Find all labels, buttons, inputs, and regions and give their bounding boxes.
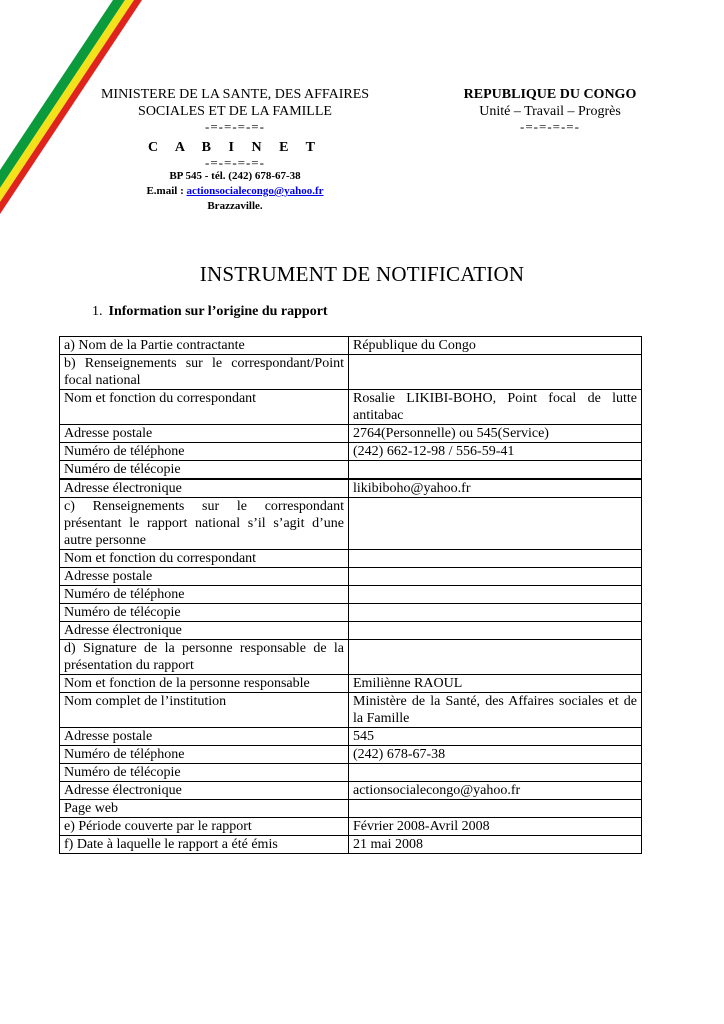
republic-name: REPUBLIQUE DU CONGO (463, 87, 637, 102)
row-label: Adresse postale (60, 728, 349, 746)
table-row (60, 390, 642, 425)
row-label: Page web (60, 800, 349, 818)
table-row (60, 622, 642, 640)
email-link[interactable]: actionsocialecongo@yahoo.fr (186, 185, 324, 197)
republic-separator: -=-=-=-=- (520, 119, 580, 134)
table-row (60, 764, 642, 782)
row-value (349, 550, 642, 568)
row-value: Ministère de la Santé, des Affaires sociales et de la Famille (349, 693, 642, 728)
table-row (60, 568, 642, 586)
email-line (80, 184, 390, 199)
table-row (60, 461, 642, 480)
table-row (60, 498, 642, 550)
table-row (60, 836, 642, 854)
row-label: Adresse postale (60, 568, 349, 586)
cabinet-separator: -=-=-=-=- (205, 155, 265, 170)
row-value (349, 568, 642, 586)
row-label: Numéro de téléphone (60, 746, 349, 764)
section-number: 1. (92, 304, 103, 319)
row-value (349, 461, 642, 480)
row-label: d) Signature de la personne responsable de la présentation du rapport (60, 640, 349, 675)
row-value (349, 355, 642, 390)
row-value: République du Congo (349, 337, 642, 355)
table-row (60, 746, 642, 764)
table-row (60, 550, 642, 568)
row-label: Nom et fonction de la personne responsable (60, 675, 349, 693)
row-value (349, 622, 642, 640)
row-label: f) Date à laquelle le rapport a été émis (60, 836, 349, 854)
row-label: Numéro de télécopie (60, 461, 349, 480)
row-label: Numéro de téléphone (60, 586, 349, 604)
row-label: Adresse électronique (60, 622, 349, 640)
row-label: Numéro de téléphone (60, 443, 349, 461)
row-label: Adresse électronique (60, 782, 349, 800)
row-value (349, 764, 642, 782)
section-label: Information sur l’origine du rapport (108, 304, 328, 319)
row-value (349, 498, 642, 550)
row-value: likibiboho@yahoo.fr (349, 479, 642, 498)
row-value (349, 800, 642, 818)
row-value: (242) 662-12-98 / 556-59-41 (349, 443, 642, 461)
row-value (349, 604, 642, 622)
city: Brazzaville. (207, 200, 263, 212)
table-row (60, 425, 642, 443)
row-value (349, 640, 642, 675)
bp-tel: BP 545 - tél. (242) 678-67-38 (169, 170, 301, 182)
row-label: b) Renseignements sur le correspondant/Point focal national (60, 355, 349, 390)
row-value (349, 586, 642, 604)
republic-motto: Unité – Travail – Progrès (479, 104, 621, 119)
row-label: Numéro de télécopie (60, 764, 349, 782)
row-label: e) Période couverte par le rapport (60, 818, 349, 836)
row-value: 2764(Personnelle) ou 545(Service) (349, 425, 642, 443)
email-label: E.mail : (146, 185, 187, 197)
ministry-line-1: MINISTERE DE LA SANTE, DES AFFAIRES (100, 87, 370, 102)
ministry-separator: -=-=-=-=- (205, 119, 265, 134)
table-row (60, 443, 642, 461)
table-row (60, 693, 642, 728)
ministry-line-2: SOCIALES ET DE LA FAMILLE (138, 104, 332, 119)
ministry-header (80, 86, 390, 214)
row-value: (242) 678-67-38 (349, 746, 642, 764)
table-row (60, 728, 642, 746)
table-row (60, 782, 642, 800)
table-row (60, 604, 642, 622)
row-value: 545 (349, 728, 642, 746)
row-label: c) Renseignements sur le correspondant présentant le rapport national s’il s’agit d’une autre personne (60, 498, 349, 550)
row-label: a) Nom de la Partie contractante (60, 337, 349, 355)
row-label: Nom et fonction du correspondant (60, 550, 349, 568)
table-row (60, 675, 642, 693)
row-value: 21 mai 2008 (349, 836, 642, 854)
row-value: Emiliènne RAOUL (349, 675, 642, 693)
row-label: Numéro de télécopie (60, 604, 349, 622)
table-row (60, 640, 642, 675)
table-row (60, 800, 642, 818)
table-row (60, 355, 642, 390)
table-row (60, 337, 642, 355)
document-title: INSTRUMENT DE NOTIFICATION (199, 262, 525, 286)
row-label: Nom et fonction du correspondant (60, 390, 349, 425)
row-value: actionsocialecongo@yahoo.fr (349, 782, 642, 800)
table-row (60, 586, 642, 604)
cabinet-label: C A B I N E T (148, 140, 322, 155)
report-info-table (59, 336, 642, 854)
row-value: Février 2008-Avril 2008 (349, 818, 642, 836)
republic-header (440, 86, 660, 133)
table-row (60, 479, 642, 498)
row-label: Adresse postale (60, 425, 349, 443)
section-heading (92, 304, 328, 320)
table-row (60, 818, 642, 836)
row-label: Nom complet de l’institution (60, 693, 349, 728)
row-value: Rosalie LIKIBI-BOHO, Point focal de lutte antitabac (349, 390, 642, 425)
row-label: Adresse électronique (60, 479, 349, 498)
